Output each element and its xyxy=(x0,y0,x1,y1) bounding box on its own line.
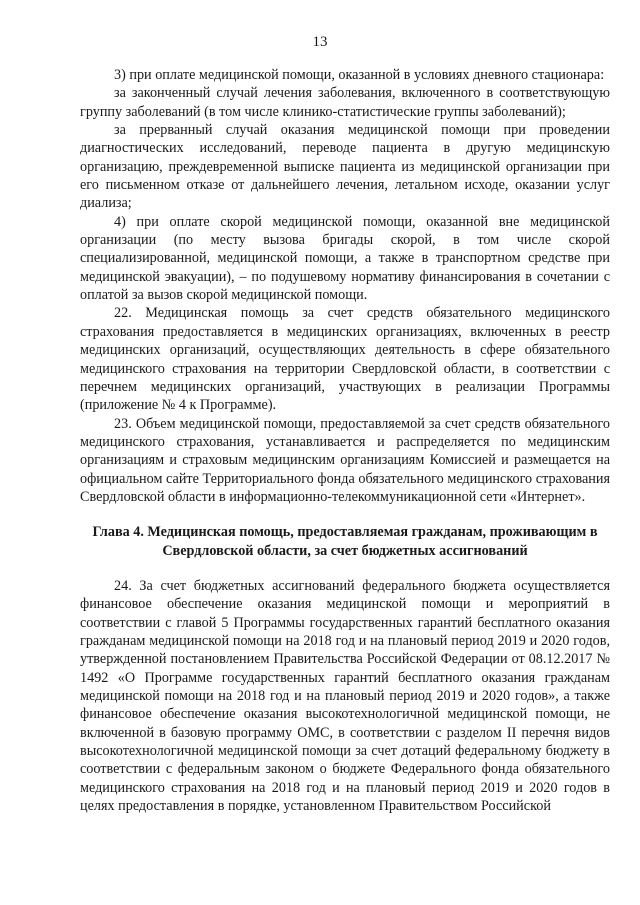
paragraph-completed-case: за законченный случай лечения заболевания, включенного в соответствующую группу заболеваний (в том числе клинико-статистические группы заболеваний); xyxy=(80,85,610,120)
page-number: 13 xyxy=(312,34,328,50)
paragraph-24-federal-budget: 24. За счет бюджетных ассигнований федерального бюджета осуществляется финансовое обеспечение оказания медицинской помощи и мероприятий в соответствии с главой 5 Программы государственных гарантий бесплатного оказания гражданам медицинской помощи на 2018 год и на плановый период 2019 и 2020 годов, утвержденной постановлением Правительства Российской Федерации от 08.12.2017 № 1492 «О Программе государственных гарантий бесплатного оказания гражданам медицинской помощи на 2018 год и на плановый период 2019 и 2020 годов», а также финансовое обеспечение оказания высокотехнологичной медицинской помощи, не включенной в базовую программу ОМС, в соответствии с разделом II перечня видов высокотехнологичной медицинской помощи за счет дотаций федеральному бюджету в соответствии с федеральным законом о бюджете Федерального фонда обязательного медицинского страхования на 2018 год и на плановый период 2019 и 2020 годов в целях предоставления в порядке, установленном Правительством Российской xyxy=(80,577,610,815)
paragraph-day-hospital-payment: 3) при оплате медицинской помощи, оказанной в условиях дневного стационара: xyxy=(114,67,605,83)
document-body xyxy=(80,66,610,815)
paragraph-interrupted-case: за прерванный случай оказания медицинской помощи при проведении диагностических исследований, переводе пациента в другую медицинскую организацию, преждевременной выписке пациента из медицинской организации при его письменном отказе от дальнейшего лечения, летальном исходе, оказании услуг диализа; xyxy=(80,122,610,212)
chapter-4-heading: Глава 4. Медицинская помощь, предоставляемая гражданам, проживающим в Свердловской области, за счет бюджетных ассигнований xyxy=(92,524,598,559)
paragraph-23-volume-distribution: 23. Объем медицинской помощи, предоставляемой за счет средств обязательного медицинского страхования, устанавливается и распределяется по медицинским организациям и страховым медицинским организациям Комиссией и размещается на официальном сайте Территориального фонда обязательного медицинского страхования Свердловской области в информационно-телекоммуникационной сети «Интернет». xyxy=(80,415,610,505)
paragraph-22-medical-organizations: 22. Медицинская помощь за счет средств обязательного медицинского страхования предоставляется в медицинских организациях, включенных в реестр медицинских организаций, осуществляющих деятельность в сфере обязательного медицинского страхования на территории Свердловской области, в соответствии с перечнем медицинских организаций, участвующих в реализации Программы (приложение № 4 к Программе). xyxy=(80,305,610,414)
paragraph-emergency-care-payment: 4) при оплате скорой медицинской помощи, оказанной вне медицинской организации (по месту вызова бригады скорой, в том числе скорой специализированной, медицинской помощи, а также в транспортном средстве при медицинской эвакуации), – по подушевому нормативу финансирования в сочетании с оплатой за вызов скорой медицинской помощи. xyxy=(80,213,610,304)
